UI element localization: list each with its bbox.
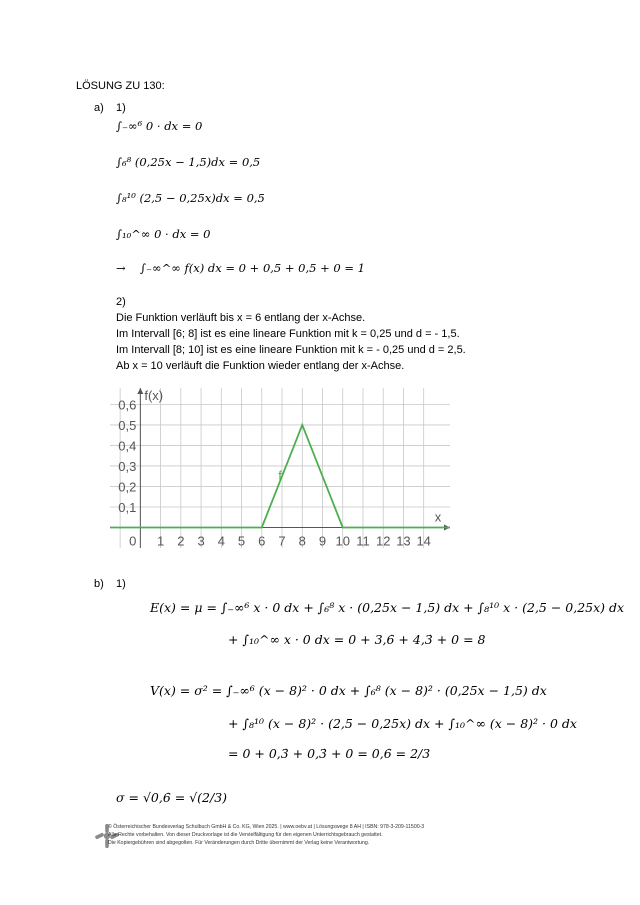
y-tick-label: 0,1 bbox=[118, 499, 137, 515]
variance-line-3: = 0 + 0,3̇ + 0,3̇ + 0 = 0,6̇ = 2/3 bbox=[228, 746, 431, 761]
x-tick-label: 6 bbox=[258, 533, 266, 548]
y-tick-label: 0,3 bbox=[118, 458, 137, 474]
x-tick-label: 5 bbox=[237, 533, 246, 548]
x-tick-label: 14 bbox=[416, 533, 431, 548]
y-tick-label: 0,6 bbox=[118, 397, 137, 413]
text-line-1: Die Funktion verläuft bis x = 6 entlang der x-Achse. bbox=[116, 312, 366, 324]
equation-4: ∫₁₀^∞ 0 · dx = 0 bbox=[116, 227, 211, 241]
part-a-label: a) bbox=[94, 102, 104, 114]
implication-arrow: → bbox=[116, 261, 126, 275]
solution-heading: LÖSUNG ZU 130: bbox=[76, 80, 165, 92]
variance-line-1: V(x) = σ² = ∫₋∞⁶ (x − 8)² · 0 dx + ∫₆⁸ (x − 8)² · (0,25x − 1,5) dx bbox=[150, 683, 547, 698]
y-tick-label: 0,2 bbox=[118, 479, 137, 495]
part-b-sub1-label: 1) bbox=[116, 578, 126, 590]
x-tick-label: 8 bbox=[298, 533, 306, 548]
x-tick-label: 1 bbox=[156, 533, 165, 548]
text-line-4: Ab x = 10 verläuft die Funktion wieder entlang der x-Achse. bbox=[116, 360, 405, 372]
x-tick-label: 13 bbox=[396, 533, 411, 548]
x-axis-label: x bbox=[434, 509, 442, 525]
variance-line-2: + ∫₈¹⁰ (x − 8)² · (2,5 − 0,25x) dx + ∫₁₀^∞ (x − 8)² · 0 dx bbox=[228, 716, 577, 731]
x-tick-label: 9 bbox=[318, 533, 327, 548]
expectation-line-1: E(x) = μ = ∫₋∞⁶ x · 0 dx + ∫₆⁸ x · (0,25x − 1,5) dx + ∫₈¹⁰ x · (2,5 − 0,25x) dx bbox=[150, 600, 625, 615]
standard-deviation: σ = √0,6̇ = √(2/3) bbox=[116, 790, 228, 805]
expectation-line-2: + ∫₁₀^∞ x · 0 dx = 0 + 3,6̇ + 4,3̇ + 0 = 8 bbox=[228, 632, 486, 647]
y-axis-label: f(x) bbox=[144, 388, 164, 403]
y-tick-label: 0,4 bbox=[118, 438, 137, 454]
x-tick-label: 11 bbox=[356, 533, 370, 548]
equation-2: ∫₆⁸ (0,25x − 1,5)dx = 0,5 bbox=[116, 155, 261, 169]
x-tick-label: 3 bbox=[197, 533, 205, 548]
footer-line-3: Die Kopiergebühren sind abgegolten. Für Veränderungen durch Dritte übernimmt der Verlag keine Verantwortung. bbox=[108, 840, 370, 846]
x-tick-label: 4 bbox=[217, 533, 225, 548]
y-tick-label: 0,5 bbox=[118, 417, 137, 433]
part-a-sub2-label: 2) bbox=[116, 296, 126, 308]
equation-3: ∫₈¹⁰ (2,5 − 0,25x)dx = 0,5 bbox=[116, 191, 265, 205]
origin-label: 0 bbox=[129, 533, 137, 548]
series-label-f: f bbox=[278, 468, 282, 484]
x-tick-label: 12 bbox=[375, 533, 391, 548]
y-axis-arrow bbox=[137, 388, 143, 394]
part-a-sub1-label: 1) bbox=[116, 102, 126, 114]
x-tick-label: 10 bbox=[335, 533, 350, 548]
x-tick-label: 2 bbox=[177, 533, 185, 548]
footer-line-1: © Österreichischer Bundesverlag Schulbuch GmbH & Co. KG, Wien 2025. | www.oebv.at | Lösungswege 8 AH | ISBN: 978-3-209-11500-3 bbox=[108, 824, 425, 830]
text-line-3: Im Intervall [8; 10] ist es eine lineare Funktion mit k = - 0,25 und d = 2,5. bbox=[116, 344, 466, 356]
x-tick-label: 7 bbox=[278, 533, 286, 548]
text-line-2: Im Intervall [6; 8] ist es eine lineare Funktion mit k = 0,25 und d = - 1,5. bbox=[116, 328, 460, 340]
function-graph bbox=[110, 388, 450, 548]
footer-line-2: Alle Rechte vorbehalten. Von dieser Druckvorlage ist die Vervielfältigung für den eigenen Unterrichtsgebrauch gestattet. bbox=[108, 832, 383, 838]
equation-5: ∫₋∞^∞ f(x) dx = 0 + 0,5 + 0,5 + 0 = 1 bbox=[140, 261, 365, 275]
equation-1: ∫₋∞⁶ 0 · dx = 0 bbox=[116, 119, 203, 133]
part-b-label: b) bbox=[94, 578, 104, 590]
